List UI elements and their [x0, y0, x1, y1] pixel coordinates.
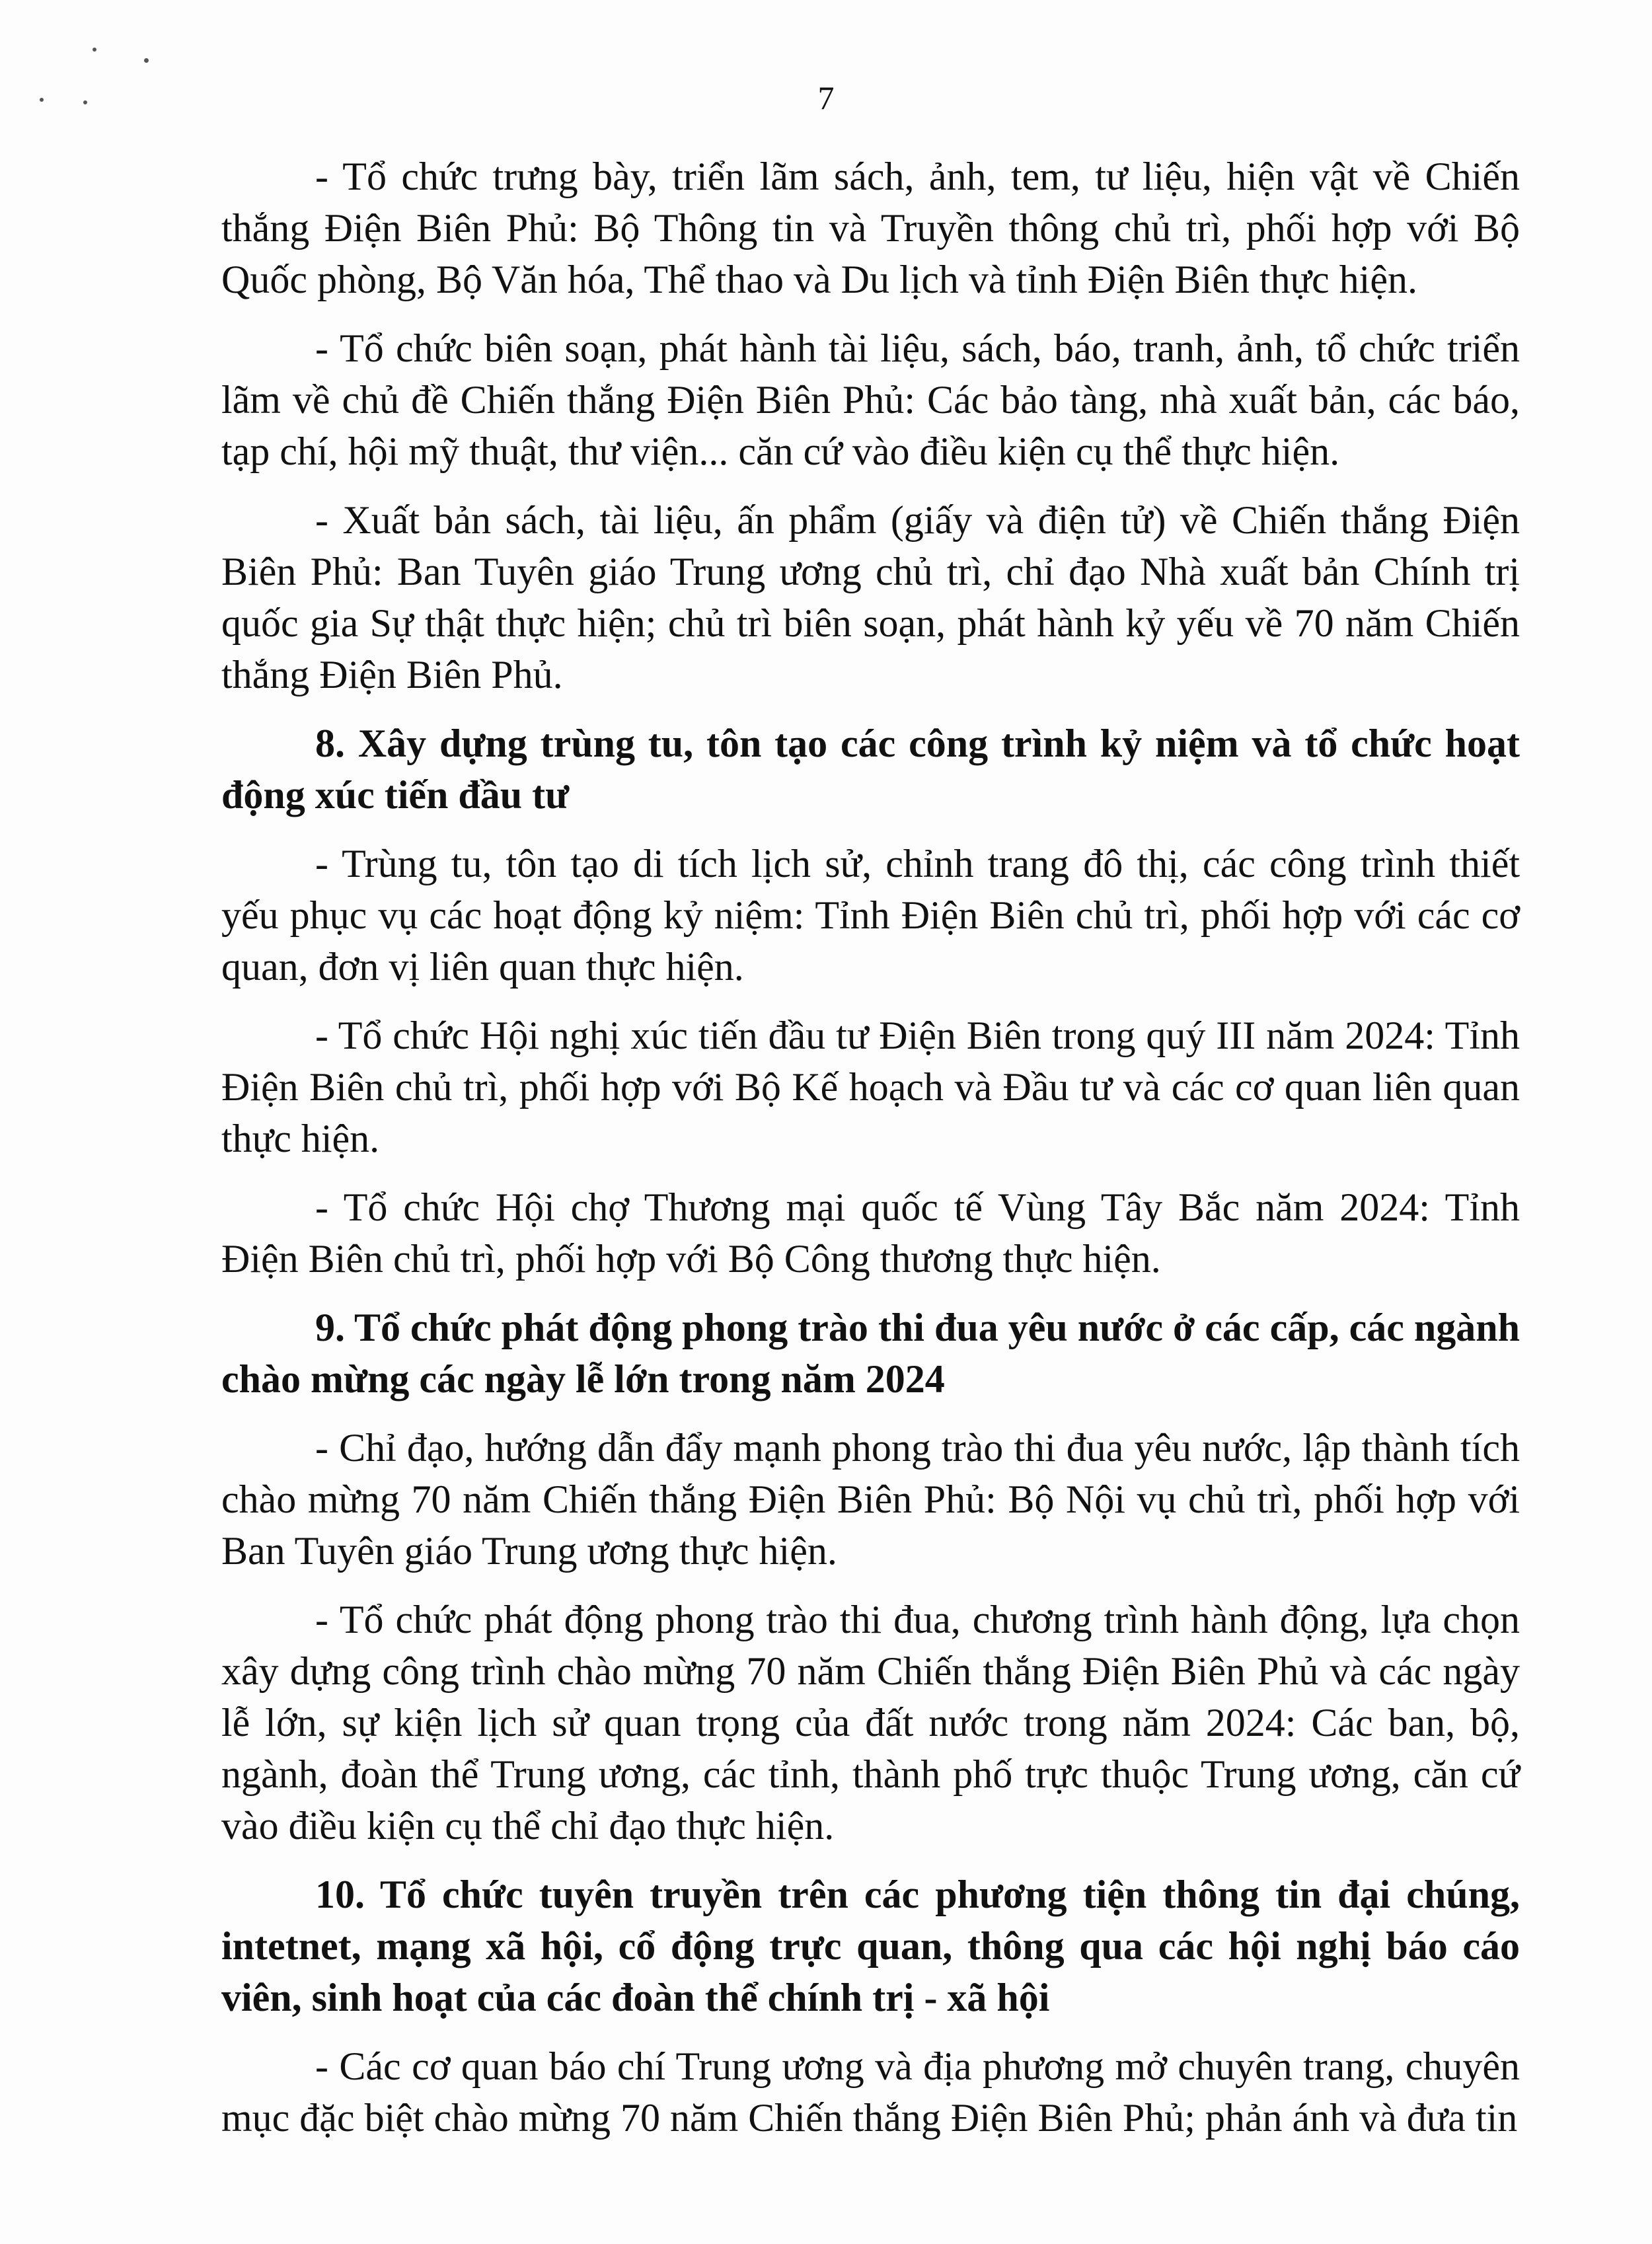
scan-speck [144, 58, 149, 63]
paragraph: - Chỉ đạo, hướng dẫn đẩy mạnh phong trào thi đua yêu nước, lập thành tích chào mừng 70 năm Chiến thắng Điện Biên Phủ: Bộ Nội vụ chủ trì, phối hợp với Ban Tuyên giáo Trung ương thực hiện. [221, 1426, 1520, 1573]
paragraph: - Tổ chức Hội nghị xúc tiến đầu tư Điện Biên trong quý III năm 2024: Tỉnh Điện Biên chủ trì, phối hợp với Bộ Kế hoạch và Đầu tư và các cơ quan liên quan thực hiện. [221, 1014, 1520, 1160]
paragraph: - Xuất bản sách, tài liệu, ấn phẩm (giấy và điện tử) về Chiến thắng Điện Biên Phủ: Ban Tuyên giáo Trung ương chủ trì, chỉ đạo Nhà xuất bản Chính trị quốc gia Sự thật thực hiện; chủ trì biên soạn, phát hành kỷ yếu về 70 năm Chiến thắng Điện Biên Phủ. [221, 498, 1520, 696]
paragraph: - Trùng tu, tôn tạo di tích lịch sử, chỉnh trang đô thị, các công trình thiết yếu phục vụ các hoạt động kỷ niệm: Tỉnh Điện Biên chủ trì, phối hợp với các cơ quan, đơn vị liên quan thực hiện. [221, 842, 1520, 989]
paragraph: - Tổ chức trưng bày, triển lãm sách, ảnh, tem, tư liệu, hiện vật về Chiến thắng Điện Biên Phủ: Bộ Thông tin và Truyền thông chủ trì, phối hợp với Bộ Quốc phòng, Bộ Văn hóa, Thể thao và Du lịch và tỉnh Điện Biên thực hiện. [221, 155, 1520, 301]
paragraph: - Các cơ quan báo chí Trung ương và địa phương mở chuyên trang, chuyên mục đặc biệt chào mừng 70 năm Chiến thắng Điện Biên Phủ; phản ánh và đưa tin [221, 2044, 1520, 2140]
scan-speck [93, 48, 96, 52]
section-heading-8: 8. Xây dựng trùng tu, tôn tạo các công trình kỷ niệm và tổ chức hoạt động xúc tiến đầu tư [221, 722, 1520, 817]
paragraph: - Tổ chức biên soạn, phát hành tài liệu, sách, báo, tranh, ảnh, tổ chức triển lãm về chủ đề Chiến thắng Điện Biên Phủ: Các bảo tàng, nhà xuất bản, các báo, tạp chí, hội mỹ thuật, thư viện... căn cứ vào điều kiện cụ thể thực hiện. [221, 326, 1520, 473]
paragraph: - Tổ chức Hội chợ Thương mại quốc tế Vùng Tây Bắc năm 2024: Tỉnh Điện Biên chủ trì, phối hợp với Bộ Công thương thực hiện. [221, 1185, 1520, 1281]
document-body [221, 151, 1520, 2161]
paragraph: - Tổ chức phát động phong trào thi đua, chương trình hành động, lựa chọn xây dựng công trình chào mừng 70 năm Chiến thắng Điện Biên Phủ và các ngày lễ lớn, sự kiện lịch sử quan trọng của đất nước trong năm 2024: Các ban, bộ, ngành, đoàn thể Trung ương, các tỉnh, thành phố trực thuộc Trung ương, căn cứ vào điều kiện cụ thể chỉ đạo thực hiện. [221, 1598, 1520, 1848]
section-heading-10: 10. Tổ chức tuyên truyền trên các phương tiện thông tin đại chúng, intetnet, mạng xã hội, cổ động trực quan, thông qua các hội nghị báo cáo viên, sinh hoạt của các đoàn thể chính trị - xã hội [221, 1873, 1520, 2019]
section-heading-9: 9. Tổ chức phát động phong trào thi đua yêu nước ở các cấp, các ngành chào mừng các ngày lễ lớn trong năm 2024 [221, 1306, 1520, 1401]
page-number: 7 [817, 79, 835, 116]
